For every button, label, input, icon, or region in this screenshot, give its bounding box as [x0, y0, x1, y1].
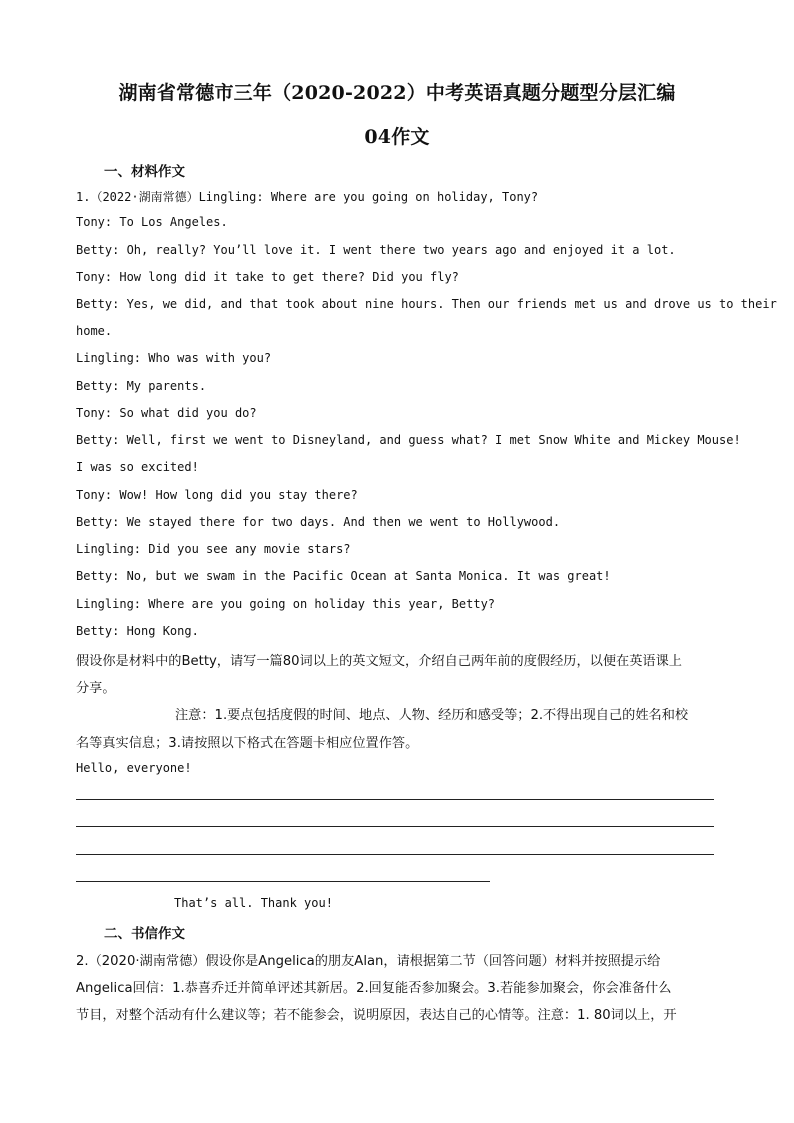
question-2-line: Angelica回信：1.恭喜乔迁并简单评述其新居。2.回复能否参加聚会。3.若能参加聚会，你会准备什么 — [76, 981, 672, 996]
document-title: 湖南省常德市三年（2020-2022）中考英语真题分题型分层汇编 — [118, 82, 676, 104]
answer-line — [76, 826, 714, 827]
dialogue-line: I was so excited! — [76, 460, 199, 474]
dialogue-line: Lingling: Who was with you? — [76, 351, 272, 365]
dialogue-line: Betty: My parents. — [76, 379, 207, 393]
dialogue-line: Betty: Yes, we did, and that took about nine hours. Then our friends met us and drove us to their — [76, 297, 777, 311]
letter-opening: Hello, everyone! — [76, 761, 192, 775]
letter-closing: That’s all. Thank you! — [174, 896, 333, 910]
task-instruction-cont: 分享。 — [76, 681, 116, 696]
note-instruction-cont: 名等真实信息；3.请按照以下格式在答题卡相应位置作答。 — [76, 736, 419, 751]
dialogue-line: Tony: To Los Angeles. — [76, 215, 228, 229]
question-2-line: 节目，对整个活动有什么建议等；若不能参会，说明原因，表达自己的心情等。注意：1. 80词以上，开 — [76, 1008, 677, 1023]
dialogue-line: Betty: No, but we swam in the Pacific Ocean at Santa Monica. It was great! — [76, 569, 611, 583]
question-1-intro: 1.（2022·湖南常德）Lingling: Where are you going on holiday, Tony? — [76, 190, 539, 204]
dialogue-line: home. — [76, 324, 113, 338]
question-2-line: 2.（2020·湖南常德）假设你是Angelica的朋友Alan，请根据第二节（回答问题）材料并按照提示给 — [76, 954, 661, 969]
dialogue-line: Tony: How long did it take to get there? Did you fly? — [76, 270, 459, 284]
dialogue-line: Betty: Well, first we went to Disneyland, and guess what? I met Snow White and Mickey Mouse! — [76, 433, 741, 447]
dialogue-line: Betty: Oh, really? You’ll love it. I went there two years ago and enjoyed it a lot. — [76, 243, 676, 257]
dialogue-line: Lingling: Where are you going on holiday this year, Betty? — [76, 597, 496, 611]
note-instruction: 注意：1.要点包括度假的时间、地点、人物、经历和感受等；2.不得出现自己的姓名和校 — [175, 708, 689, 723]
answer-line — [76, 854, 714, 855]
dialogue-line: Lingling: Did you see any movie stars? — [76, 542, 351, 556]
dialogue-line: Tony: Wow! How long did you stay there? — [76, 488, 358, 502]
document-subtitle: 04作文 — [364, 126, 430, 148]
section-heading-letter-writing: 二、书信作文 — [104, 926, 185, 942]
answer-line — [76, 799, 714, 800]
dialogue-line: Betty: We stayed there for two days. And then we went to Hollywood. — [76, 515, 561, 529]
answer-line — [76, 881, 490, 882]
dialogue-line: Tony: So what did you do? — [76, 406, 257, 420]
task-instruction: 假设你是材料中的Betty，请写一篇80词以上的英文短文，介绍自己两年前的度假经历，以便在英语课上 — [76, 654, 682, 669]
section-heading-material-writing: 一、材料作文 — [104, 164, 185, 180]
dialogue-line: Betty: Hong Kong. — [76, 624, 199, 638]
